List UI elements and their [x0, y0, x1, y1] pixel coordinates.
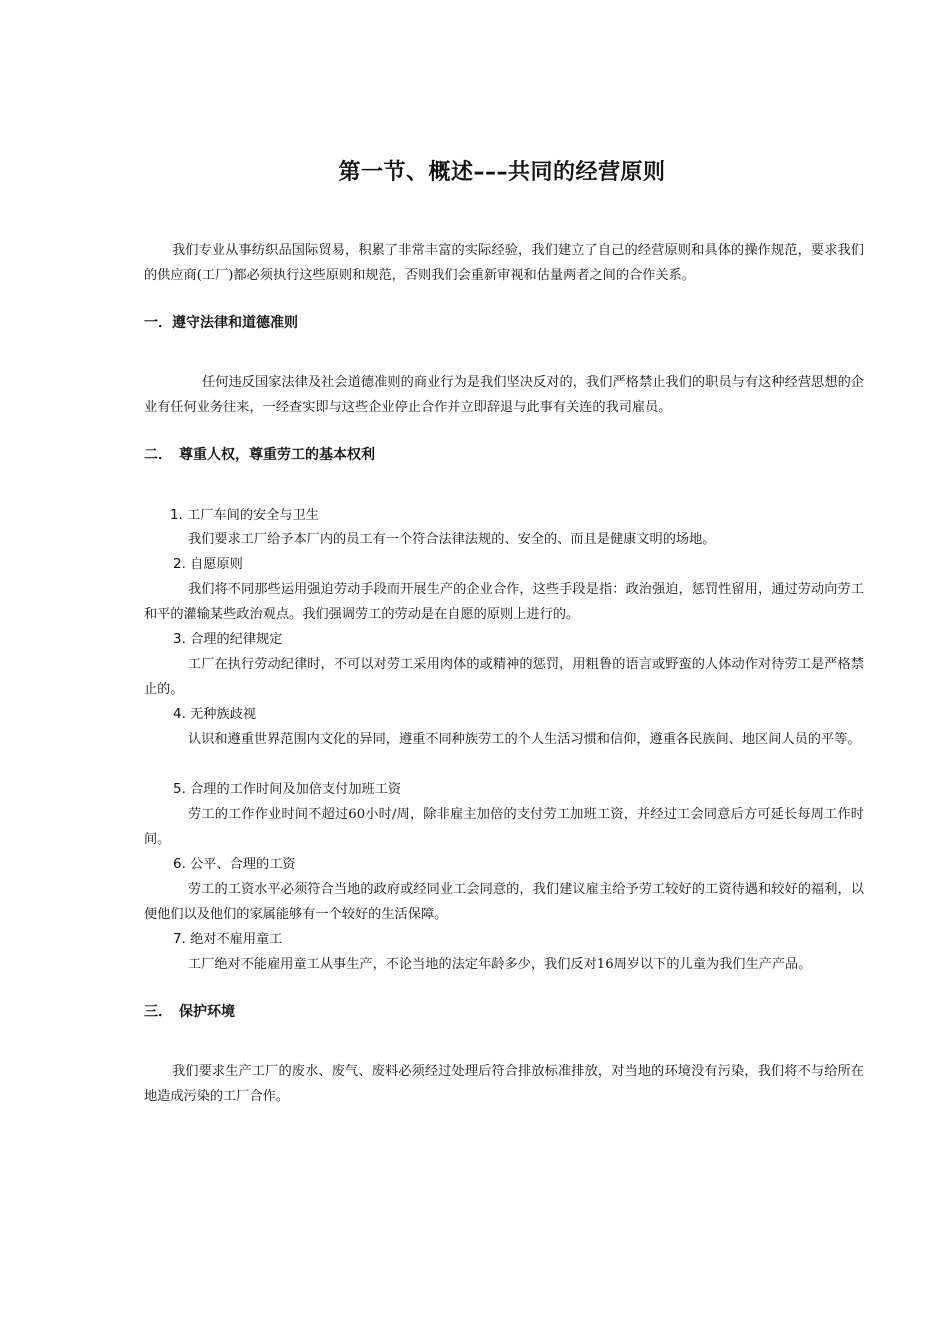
intro-paragraph: 我们专业从事纺织品国际贸易，积累了非常丰富的实际经验，我们建立了自己的经营原则和具体的操作规范，要求我们的供应商(工厂)都必须执行这些原则和规范，否则我们会重新审视和估量两者之间的合作关系。 [144, 243, 864, 283]
list-item-body: 劳工的工资水平必须符合当地的政府或经同业工会同意的，我们建议雇主给予劳工较好的工资待遇和较好的福利，以便他们以及他们的家属能够有一个较好的生活保障。 [144, 882, 864, 922]
list-item-label: 公平、合理的工资 [190, 857, 296, 872]
list-item-title [173, 854, 296, 875]
list-item-title [173, 704, 256, 725]
list-item-title [170, 505, 319, 526]
list-item-label: 绝对不雇用童工 [190, 932, 283, 947]
list-item-number: 5. [173, 781, 186, 797]
list-item-body: 工厂绝对不能雇用童工从事生产，不论当地的法定年龄多少，我们反对16周岁以下的儿童为我们生产产品。 [188, 957, 812, 972]
section-heading-2: 二． 尊重人权，尊重劳工的基本权利 [144, 447, 375, 463]
list-item-body: 我们要求工厂给予本厂内的员工有一个符合法律法规的、安全的、而且是健康文明的场地。 [188, 532, 716, 547]
list-item-number: 1. [170, 507, 183, 523]
section-3-body: 我们要求生产工厂的废水、废气、废料必须经过处理后符合排放标准排放，对当地的环境没有污染，我们将不与给所在地造成污染的工厂合作。 [144, 1064, 864, 1104]
section-heading-1: 一．遵守法律和道德准则 [144, 315, 298, 331]
list-item-title [173, 554, 243, 575]
page-title: 第一节、概述–––共同的经营原则 [338, 160, 666, 185]
list-item-title [173, 929, 282, 950]
list-item-number: 6. [173, 856, 186, 872]
list-item-body: 劳工的工作作业时间不超过60小时/周，除非雇主加倍的支付劳工加班工资，并经过工会同意后方可延长每周工作时间。 [144, 807, 864, 847]
list-item-label: 合理的纪律规定 [190, 632, 283, 647]
list-item-label: 合理的工作时间及加倍支付加班工资 [190, 782, 402, 797]
list-item-title [173, 629, 282, 650]
list-item-title [173, 779, 401, 800]
list-item-label: 自愿原则 [190, 557, 243, 572]
list-item-label: 无种族歧视 [190, 707, 257, 722]
list-item-body: 认识和遵重世界范围内文化的异同，遵重不同种族劳工的个人生活习惯和信仰，遵重各民族间、地区间人员的平等。 [188, 732, 861, 747]
list-item-number: 2. [173, 556, 186, 572]
section-1-body: 任何违反国家法律及社会道德准则的商业行为是我们坚决反对的，我们严格禁止我们的职员与有这种经营思想的企业有任何业务往来，一经查实即与这些企业停止合作并立即辞退与此事有关连的我司雇员。 [144, 375, 864, 415]
list-item-number: 7. [173, 931, 186, 947]
list-item-body: 我们将不同那些运用强迫劳动手段而开展生产的企业合作，这些手段是指：政治强迫，惩罚性留用，通过劳动向劳工和平的灌输某些政治观点。我们强调劳工的劳动是在自愿的原则上进行的。 [144, 582, 864, 622]
list-item-number: 3. [173, 631, 186, 647]
list-item-label: 工厂车间的安全与卫生 [187, 508, 319, 523]
list-item-number: 4. [173, 706, 186, 722]
section-heading-3: 三． 保护环境 [144, 1004, 235, 1020]
list-item-body: 工厂在执行劳动纪律时，不可以对劳工采用肉体的或精神的惩罚，用粗鲁的语言或野蛮的人体动作对待劳工是严格禁止的。 [144, 657, 864, 697]
